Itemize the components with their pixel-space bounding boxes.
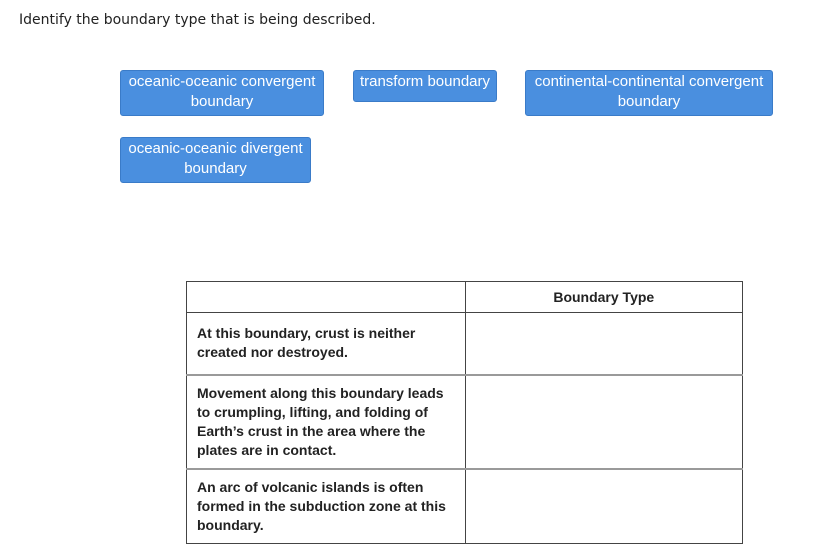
drop-zone[interactable] xyxy=(465,313,742,375)
matching-table xyxy=(186,281,743,544)
drop-zone[interactable] xyxy=(465,469,742,544)
row-description: Movement along this boundary leads to crumpling, lifting, and folding of Earth’s crust in the area where the plates are in contact. xyxy=(187,375,466,469)
table-row xyxy=(187,313,743,375)
row-description: At this boundary, crust is neither created nor destroyed. xyxy=(187,313,466,375)
answer-chip-oceanic-oceanic-divergent[interactable]: oceanic-oceanic divergent boundary xyxy=(120,137,311,183)
table-row xyxy=(187,469,743,544)
answer-chip-continental-continental-convergent[interactable]: continental-continental convergent boundary xyxy=(525,70,773,116)
header-description-cell xyxy=(187,282,466,313)
table-header-row xyxy=(187,282,743,313)
header-boundary-type: Boundary Type xyxy=(465,282,742,313)
answer-chip-oceanic-oceanic-convergent[interactable]: oceanic-oceanic convergent boundary xyxy=(120,70,324,116)
answer-chip-transform[interactable]: transform boundary xyxy=(353,70,497,102)
row-description: An arc of volcanic islands is often formed in the subduction zone at this boundary. xyxy=(187,469,466,544)
question-prompt: Identify the boundary type that is being described. xyxy=(19,12,376,28)
drop-zone[interactable] xyxy=(465,375,742,469)
table-row xyxy=(187,375,743,469)
